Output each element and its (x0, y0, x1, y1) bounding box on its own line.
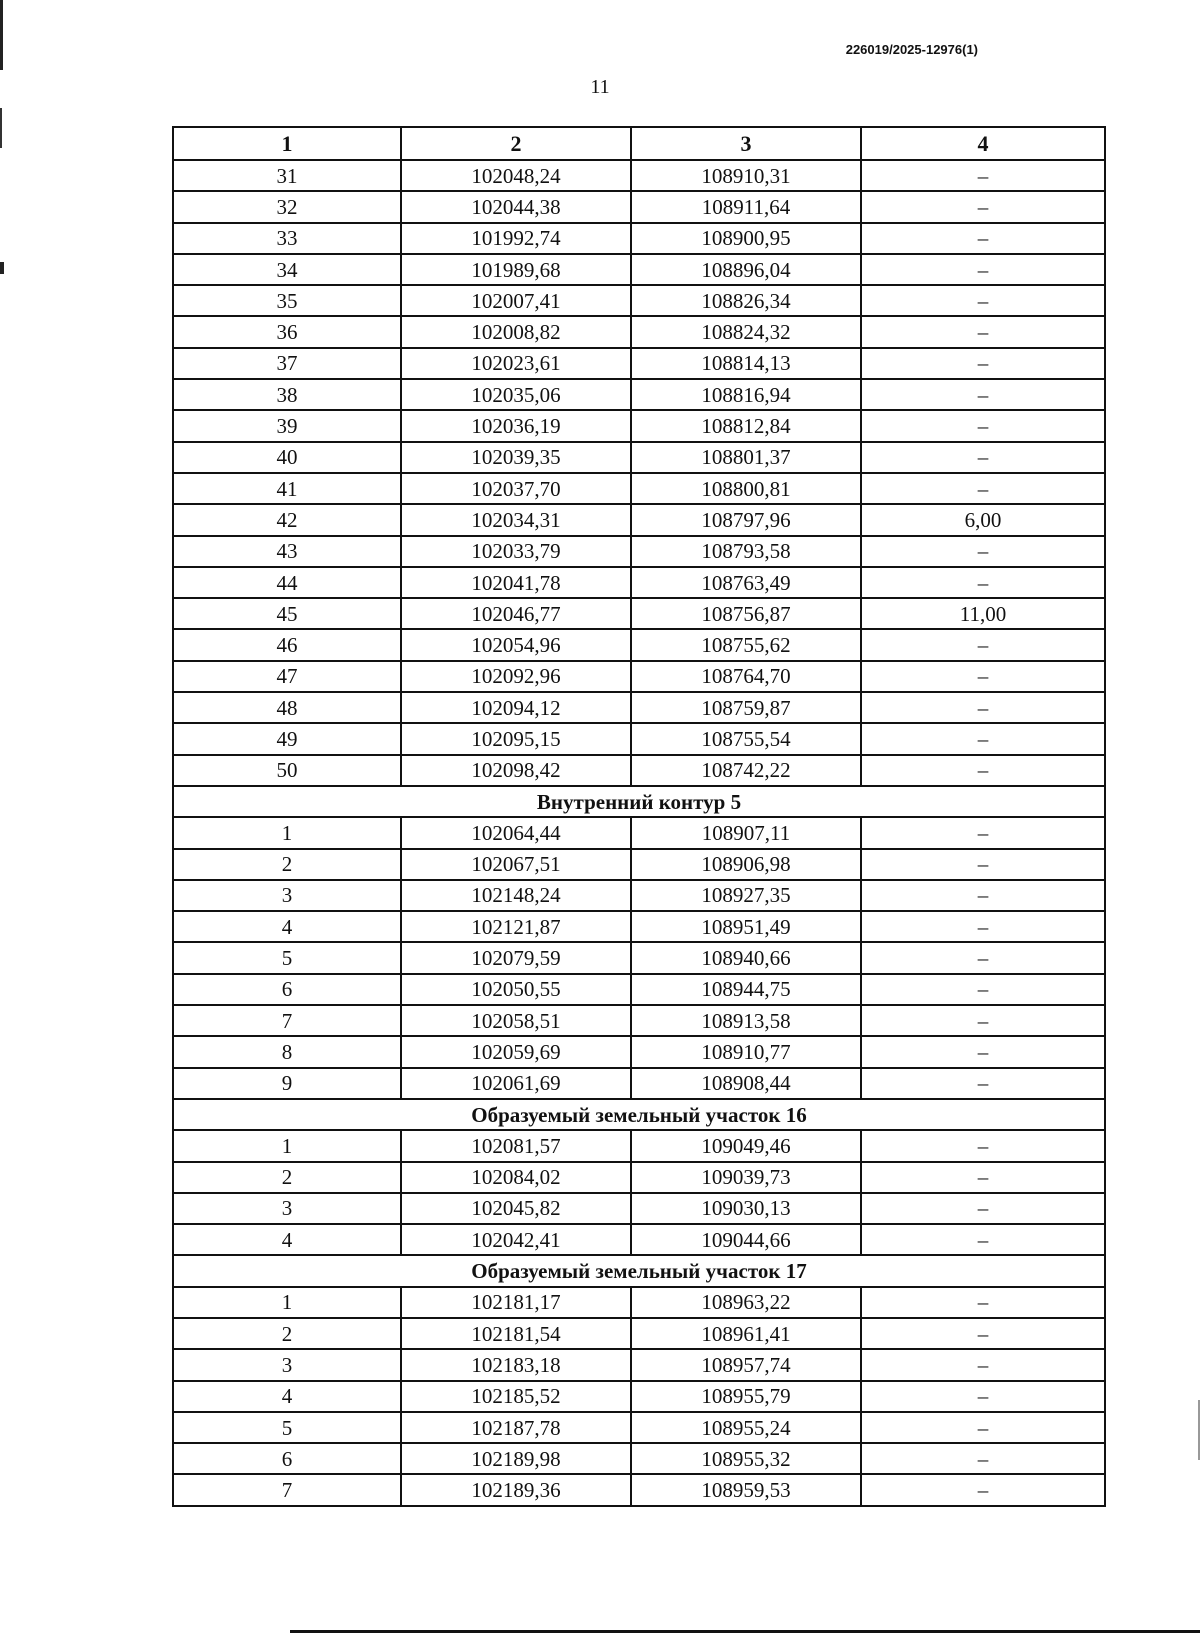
value-cell: – (861, 817, 1105, 848)
value-cell: – (861, 755, 1105, 786)
y-coordinate-cell: 108951,49 (631, 911, 861, 942)
y-coordinate-cell: 108955,32 (631, 1443, 861, 1474)
x-coordinate-cell: 102045,82 (401, 1193, 631, 1224)
value-cell: – (861, 348, 1105, 379)
section-title: Внутренний контур 5 (173, 786, 1105, 817)
y-coordinate-cell: 108812,84 (631, 410, 861, 441)
x-coordinate-cell: 102185,52 (401, 1381, 631, 1412)
table-row (173, 348, 1105, 379)
y-coordinate-cell: 108755,54 (631, 723, 861, 754)
table-row (173, 911, 1105, 942)
value-cell: – (861, 1068, 1105, 1099)
scan-edge-mark (0, 108, 2, 148)
point-number-cell: 44 (173, 567, 401, 598)
point-number-cell: 2 (173, 1162, 401, 1193)
table-row (173, 191, 1105, 222)
table-row (173, 223, 1105, 254)
table-row (173, 1318, 1105, 1349)
x-coordinate-cell: 102037,70 (401, 473, 631, 504)
x-coordinate-cell: 102039,35 (401, 442, 631, 473)
y-coordinate-cell: 108759,87 (631, 692, 861, 723)
x-coordinate-cell: 101989,68 (401, 254, 631, 285)
table-row (173, 1381, 1105, 1412)
table-row (173, 1130, 1105, 1161)
x-coordinate-cell: 102081,57 (401, 1130, 631, 1161)
value-cell: – (861, 629, 1105, 660)
point-number-cell: 3 (173, 1349, 401, 1380)
x-coordinate-cell: 102050,55 (401, 974, 631, 1005)
value-cell: – (861, 1349, 1105, 1380)
x-coordinate-cell: 102181,54 (401, 1318, 631, 1349)
section-title: Образуемый земельный участок 16 (173, 1099, 1105, 1130)
point-number-cell: 40 (173, 442, 401, 473)
column-header: 2 (401, 127, 631, 160)
table-row (173, 442, 1105, 473)
x-coordinate-cell: 102181,17 (401, 1287, 631, 1318)
x-coordinate-cell: 102042,41 (401, 1224, 631, 1255)
value-cell: – (861, 285, 1105, 316)
table-row (173, 567, 1105, 598)
table-row (173, 1005, 1105, 1036)
point-number-cell: 50 (173, 755, 401, 786)
scan-edge-mark (0, 262, 4, 274)
y-coordinate-cell: 108826,34 (631, 285, 861, 316)
x-coordinate-cell: 102061,69 (401, 1068, 631, 1099)
x-coordinate-cell: 102067,51 (401, 849, 631, 880)
y-coordinate-cell: 108955,79 (631, 1381, 861, 1412)
table-row (173, 755, 1105, 786)
table-row (173, 254, 1105, 285)
x-coordinate-cell: 102094,12 (401, 692, 631, 723)
value-cell: – (861, 1224, 1105, 1255)
x-coordinate-cell: 102054,96 (401, 629, 631, 660)
x-coordinate-cell: 102095,15 (401, 723, 631, 754)
point-number-cell: 7 (173, 1005, 401, 1036)
section-row (173, 786, 1105, 817)
table-row (173, 160, 1105, 191)
section-row (173, 1099, 1105, 1130)
value-cell: – (861, 1318, 1105, 1349)
table-row (173, 1412, 1105, 1443)
y-coordinate-cell: 108896,04 (631, 254, 861, 285)
table-row (173, 1349, 1105, 1380)
point-number-cell: 39 (173, 410, 401, 441)
value-cell: – (861, 911, 1105, 942)
x-coordinate-cell: 102008,82 (401, 316, 631, 347)
x-coordinate-cell: 102079,59 (401, 942, 631, 973)
value-cell: – (861, 410, 1105, 441)
y-coordinate-cell: 108756,87 (631, 598, 861, 629)
table-row (173, 316, 1105, 347)
point-number-cell: 4 (173, 911, 401, 942)
point-number-cell: 3 (173, 1193, 401, 1224)
y-coordinate-cell: 108913,58 (631, 1005, 861, 1036)
y-coordinate-cell: 108910,77 (631, 1036, 861, 1067)
point-number-cell: 36 (173, 316, 401, 347)
value-cell: – (861, 1474, 1105, 1505)
value-cell: 6,00 (861, 504, 1105, 535)
table-body (173, 160, 1105, 1506)
value-cell: – (861, 1381, 1105, 1412)
table-row (173, 1224, 1105, 1255)
value-cell: – (861, 1287, 1105, 1318)
x-coordinate-cell: 102007,41 (401, 285, 631, 316)
point-number-cell: 47 (173, 661, 401, 692)
table-row (173, 880, 1105, 911)
x-coordinate-cell: 102036,19 (401, 410, 631, 441)
y-coordinate-cell: 108742,22 (631, 755, 861, 786)
section-title: Образуемый земельный участок 17 (173, 1255, 1105, 1286)
table-row (173, 473, 1105, 504)
table-row (173, 849, 1105, 880)
point-number-cell: 6 (173, 1443, 401, 1474)
point-number-cell: 5 (173, 942, 401, 973)
point-number-cell: 33 (173, 223, 401, 254)
y-coordinate-cell: 108959,53 (631, 1474, 861, 1505)
x-coordinate-cell: 102084,02 (401, 1162, 631, 1193)
value-cell: – (861, 223, 1105, 254)
value-cell: – (861, 1193, 1105, 1224)
table-row (173, 1287, 1105, 1318)
point-number-cell: 4 (173, 1224, 401, 1255)
y-coordinate-cell: 108824,32 (631, 316, 861, 347)
x-coordinate-cell: 102064,44 (401, 817, 631, 848)
table-row (173, 629, 1105, 660)
y-coordinate-cell: 108944,75 (631, 974, 861, 1005)
point-number-cell: 32 (173, 191, 401, 222)
y-coordinate-cell: 108961,41 (631, 1318, 861, 1349)
value-cell: – (861, 160, 1105, 191)
value-cell: – (861, 536, 1105, 567)
y-coordinate-cell: 108814,13 (631, 348, 861, 379)
y-coordinate-cell: 109044,66 (631, 1224, 861, 1255)
table-row (173, 1443, 1105, 1474)
table-row (173, 817, 1105, 848)
value-cell: – (861, 473, 1105, 504)
table-row (173, 1474, 1105, 1505)
value-cell: – (861, 849, 1105, 880)
value-cell: – (861, 661, 1105, 692)
y-coordinate-cell: 108755,62 (631, 629, 861, 660)
table-row (173, 1068, 1105, 1099)
x-coordinate-cell: 102046,77 (401, 598, 631, 629)
x-coordinate-cell: 102092,96 (401, 661, 631, 692)
point-number-cell: 41 (173, 473, 401, 504)
x-coordinate-cell: 102183,18 (401, 1349, 631, 1380)
y-coordinate-cell: 108963,22 (631, 1287, 861, 1318)
x-coordinate-cell: 102148,24 (401, 880, 631, 911)
x-coordinate-cell: 102121,87 (401, 911, 631, 942)
point-number-cell: 7 (173, 1474, 401, 1505)
table-header-row (173, 127, 1105, 160)
value-cell: – (861, 1443, 1105, 1474)
point-number-cell: 38 (173, 379, 401, 410)
point-number-cell: 2 (173, 849, 401, 880)
y-coordinate-cell: 108927,35 (631, 880, 861, 911)
value-cell: – (861, 567, 1105, 598)
y-coordinate-cell: 108801,37 (631, 442, 861, 473)
x-coordinate-cell: 102041,78 (401, 567, 631, 598)
registration-number: 226019/2025-12976(1) (845, 42, 978, 57)
x-coordinate-cell: 101992,74 (401, 223, 631, 254)
table-row (173, 1162, 1105, 1193)
point-number-cell: 1 (173, 817, 401, 848)
y-coordinate-cell: 108764,70 (631, 661, 861, 692)
x-coordinate-cell: 102033,79 (401, 536, 631, 567)
y-coordinate-cell: 108911,64 (631, 191, 861, 222)
x-coordinate-cell: 102048,24 (401, 160, 631, 191)
table-row (173, 1193, 1105, 1224)
value-cell: – (861, 942, 1105, 973)
y-coordinate-cell: 109049,46 (631, 1130, 861, 1161)
column-header: 4 (861, 127, 1105, 160)
value-cell: – (861, 723, 1105, 754)
table-row (173, 285, 1105, 316)
value-cell: – (861, 442, 1105, 473)
value-cell: – (861, 191, 1105, 222)
table-row (173, 723, 1105, 754)
x-coordinate-cell: 102044,38 (401, 191, 631, 222)
value-cell: – (861, 974, 1105, 1005)
table-row (173, 661, 1105, 692)
y-coordinate-cell: 108908,44 (631, 1068, 861, 1099)
point-number-cell: 35 (173, 285, 401, 316)
point-number-cell: 49 (173, 723, 401, 754)
point-number-cell: 46 (173, 629, 401, 660)
y-coordinate-cell: 108910,31 (631, 160, 861, 191)
table-row (173, 504, 1105, 535)
y-coordinate-cell: 108955,24 (631, 1412, 861, 1443)
section-row (173, 1255, 1105, 1286)
value-cell: – (861, 692, 1105, 723)
point-number-cell: 6 (173, 974, 401, 1005)
point-number-cell: 37 (173, 348, 401, 379)
point-number-cell: 5 (173, 1412, 401, 1443)
y-coordinate-cell: 108900,95 (631, 223, 861, 254)
table-row (173, 410, 1105, 441)
value-cell: – (861, 880, 1105, 911)
y-coordinate-cell: 108906,98 (631, 849, 861, 880)
y-coordinate-cell: 108763,49 (631, 567, 861, 598)
value-cell: 11,00 (861, 598, 1105, 629)
x-coordinate-cell: 102034,31 (401, 504, 631, 535)
point-number-cell: 34 (173, 254, 401, 285)
table-row (173, 536, 1105, 567)
point-number-cell: 3 (173, 880, 401, 911)
x-coordinate-cell: 102189,98 (401, 1443, 631, 1474)
point-number-cell: 1 (173, 1287, 401, 1318)
y-coordinate-cell: 108800,81 (631, 473, 861, 504)
point-number-cell: 43 (173, 536, 401, 567)
point-number-cell: 4 (173, 1381, 401, 1412)
table-row (173, 1036, 1105, 1067)
table-row (173, 598, 1105, 629)
table-row (173, 692, 1105, 723)
column-header: 1 (173, 127, 401, 160)
coordinates-table (172, 126, 1106, 1507)
y-coordinate-cell: 109030,13 (631, 1193, 861, 1224)
table-row (173, 974, 1105, 1005)
point-number-cell: 31 (173, 160, 401, 191)
y-coordinate-cell: 108797,96 (631, 504, 861, 535)
x-coordinate-cell: 102035,06 (401, 379, 631, 410)
x-coordinate-cell: 102023,61 (401, 348, 631, 379)
value-cell: – (861, 316, 1105, 347)
table-row (173, 379, 1105, 410)
column-header: 3 (631, 127, 861, 160)
y-coordinate-cell: 108957,74 (631, 1349, 861, 1380)
point-number-cell: 45 (173, 598, 401, 629)
y-coordinate-cell: 108816,94 (631, 379, 861, 410)
value-cell: – (861, 1005, 1105, 1036)
point-number-cell: 9 (173, 1068, 401, 1099)
value-cell: – (861, 1036, 1105, 1067)
x-coordinate-cell: 102059,69 (401, 1036, 631, 1067)
value-cell: – (861, 1412, 1105, 1443)
scan-edge-mark (0, 0, 3, 70)
point-number-cell: 2 (173, 1318, 401, 1349)
y-coordinate-cell: 108907,11 (631, 817, 861, 848)
x-coordinate-cell: 102098,42 (401, 755, 631, 786)
point-number-cell: 8 (173, 1036, 401, 1067)
page-number: 11 (590, 76, 610, 98)
x-coordinate-cell: 102058,51 (401, 1005, 631, 1036)
value-cell: – (861, 1130, 1105, 1161)
y-coordinate-cell: 108793,58 (631, 536, 861, 567)
value-cell: – (861, 1162, 1105, 1193)
x-coordinate-cell: 102189,36 (401, 1474, 631, 1505)
y-coordinate-cell: 108940,66 (631, 942, 861, 973)
y-coordinate-cell: 109039,73 (631, 1162, 861, 1193)
table-row (173, 942, 1105, 973)
point-number-cell: 1 (173, 1130, 401, 1161)
point-number-cell: 42 (173, 504, 401, 535)
value-cell: – (861, 254, 1105, 285)
x-coordinate-cell: 102187,78 (401, 1412, 631, 1443)
point-number-cell: 48 (173, 692, 401, 723)
value-cell: – (861, 379, 1105, 410)
